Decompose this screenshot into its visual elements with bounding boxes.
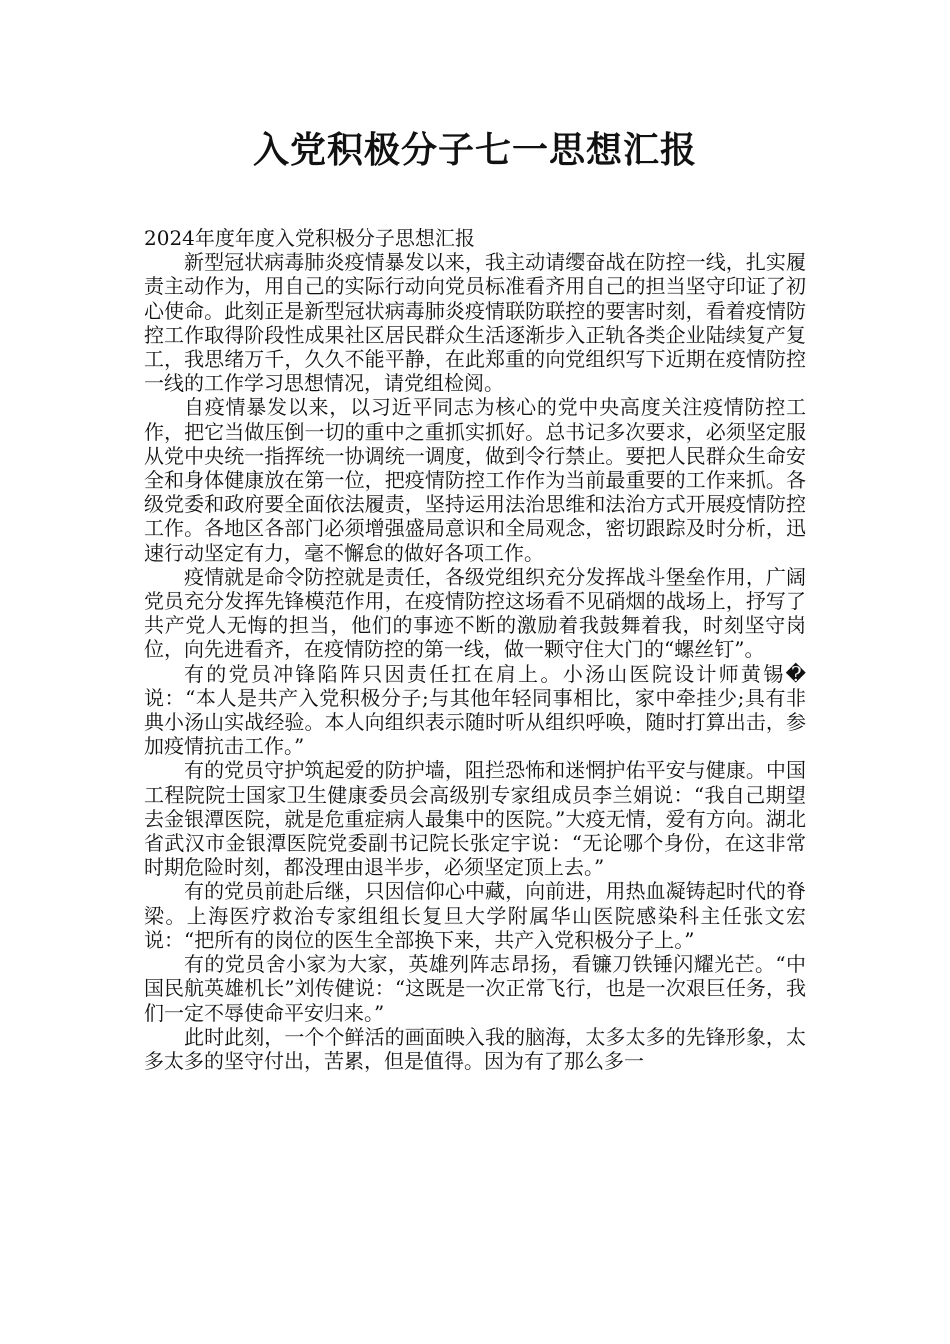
paragraph-7: 有的党员舍小家为大家，英雄列阵志昂扬，看镰刀铁锤闪耀光芒。“中国民航英雄机长”刘传健说：“这既是一次正常飞行，也是一次艰巨任务，我们一定不辱使命平安归来。” (144, 952, 806, 1025)
paragraph-8: 此时此刻，一个个鲜活的画面映入我的脑海，太多太多的先锋形象，太多太多的坚守付出，苦累，但是值得。因为有了那么多一 (144, 1024, 806, 1073)
paragraph-6: 有的党员前赴后继，只因信仰心中藏，向前进，用热血凝铸起时代的脊梁。上海医疗救治专家组组长复旦大学附属华山医院感染科主任张文宏说：“把所有的岗位的医生全部换下来，共产入党积极分子上。” (144, 879, 806, 952)
paragraph-4: 有的党员冲锋陷阵只因责任扛在肩上。小汤山医院设计师黄锡�说：“本人是共产入党积极分子;与其他年轻同事相比，家中牵挂少;具有非典小汤山实战经验。本人向组织表示随时听从组织呼唤，随时打算出击，参加疫情抗击工作。” (144, 661, 806, 759)
paragraph-5: 有的党员守护筑起爱的防护墙，阻拦恐怖和迷惘护佑平安与健康。中国工程院院士国家卫生健康委员会高级别专家组成员李兰娟说：“我自己期望去金银潭医院，就是危重症病人最集中的医院。”大疫无情，爱有方向。湖北省武汉市金银潭医院党委副书记院长张定宇说：“无论哪个身份，在这非常时期危险时刻，都没理由退半步，必须坚定顶上去。” (144, 758, 806, 880)
document-body (144, 226, 806, 1073)
document-title: 入党积极分子七一思想汇报 (252, 130, 697, 171)
paragraph-3: 疫情就是命令防控就是责任，各级党组织充分发挥战斗堡垒作用，广阔党员充分发挥先锋模范作用，在疫情防控这场看不见硝烟的战场上，抒写了共产党人无悔的担当，他们的事迹不断的激励着我鼓舞着我，时刻坚守岗位，向先进看齐，在疫情防控的第一线，做一颗守住大门的“螺丝钉”。 (144, 564, 806, 662)
paragraph-2: 自疫情暴发以来，以习近平同志为核心的党中央高度关注疫情防控工作，把它当做压倒一切的重中之重抓实抓好。总书记多次要求，必须坚定服从党中央统一指挥统一协调统一调度，做到令行禁止。要把人民群众生命安全和身体健康放在第一位，把疫情防控工作作为当前最重要的工作来抓。各级党委和政府要全面依法履责，坚持运用法治思维和法治方式开展疫情防控工作。各地区各部门必须增强盛局意识和全局观念，密切跟踪及时分析，迅速行动坚定有力，毫不懈怠的做好各项工作。 (144, 395, 806, 565)
paragraph-1: 新型冠状病毒肺炎疫情暴发以来，我主动请缨奋战在防控一线，扎实履责主动作为，用自己的实际行动向党员标准看齐用自己的担当坚守印证了初心使命。此刻正是新型冠状病毒肺炎疫情联防联控的要害时刻，看着疫情防控工作取得阶段性成果社区居民群众生活逐渐步入正轨各类企业陆续复产复工，我思绪万千，久久不能平静，在此郑重的向党组织写下近期在疫情防控一线的工作学习思想情况，请党组检阅。 (144, 250, 806, 396)
document-subtitle: 2024年度年度入党积极分子思想汇报 (144, 226, 475, 250)
